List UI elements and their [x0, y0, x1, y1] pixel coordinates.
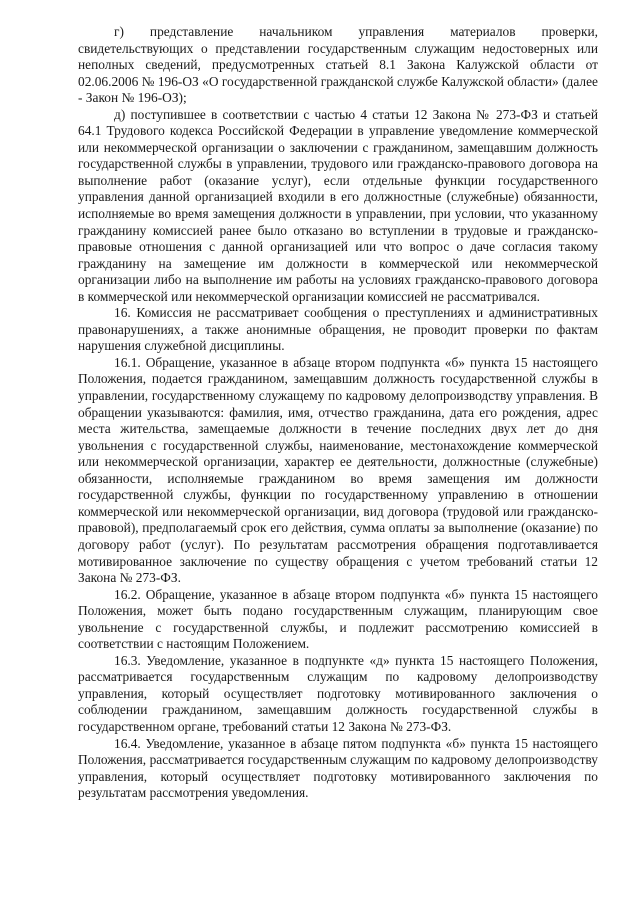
document-body — [78, 24, 598, 802]
paragraph-16-4: 16.4. Уведомление, указанное в абзаце пятом подпункта «б» пункта 15 настоящего Положения, рассматривается государственным служащим по кадровому делопроизводству управления, который осуществляет подготовку мотивированного заключения по результатам рассмотрения уведомления. — [78, 735, 598, 801]
paragraph-item-d: д) поступившее в соответствии с частью 4 статьи 12 Закона № 273-ФЗ и статьей 64.1 Трудового кодекса Российской Федерации в управление уведомление коммерческой или некоммерческой организации о заключении с гражданином, замещавшим должность государственной службы в управлении, трудового или гражданско-правового договора на выполнение работ (оказание услуг), если отдельные функции государственного управления данной организацией входили в его должностные (служебные) обязанности, исполняемые во время замещения должности в управлении, при условии, что указанному гражданину комиссией ранее было отказано во вступлении в трудовые и гражданско-правовые отношения с данной организацией или что вопрос о даче согласия такому гражданину на замещение им должности в коммерческой или некоммерческой организации либо на выполнение им работы на условиях гражданско-правового договора в коммерческой или некоммерческой организации комиссией не рассматривался. — [78, 106, 598, 304]
paragraph-item-g: г) представление начальником управления материалов проверки, свидетельствующих о представлении государственным служащим недостоверных или неполных сведений, предусмотренных статьей 8.1 Закона Калужской области от 02.06.2006 № 196-ОЗ «О государственной гражданской службе Калужской области» (далее - Закон № 196-ОЗ); — [78, 24, 598, 106]
paragraph-16: 16. Комиссия не рассматривает сообщения о преступлениях и административных правонарушениях, а также анонимные обращения, не проводит проверки по фактам нарушения служебной дисциплины. — [78, 305, 598, 354]
paragraph-16-2: 16.2. Обращение, указанное в абзаце втором подпункта «б» пункта 15 настоящего Положения, может быть подано государственным служащим, планирующим свое увольнение с государственной службы, и подлежит рассмотрению комиссией в соответствии с настоящим Положением. — [78, 586, 598, 652]
paragraph-16-3: 16.3. Уведомление, указанное в подпункте «д» пункта 15 настоящего Положения, рассматривается государственным служащим по кадровому делопроизводству управления, который осуществляет подготовку мотивированного заключения о соблюдении гражданином, замещавшим должность государственной службы в государственном органе, требований статьи 12 Закона № 273-ФЗ. — [78, 652, 598, 734]
paragraph-16-1: 16.1. Обращение, указанное в абзаце втором подпункта «б» пункта 15 настоящего Положения, подается гражданином, замещавшим должность государственной службы в управлении, государственному служащему по кадровому делопроизводству управления. В обращении указываются: фамилия, имя, отчество гражданина, дата его рождения, адрес места жительства, замещаемые должности в течение последних двух лет до дня увольнения с государственной службы, наименование, местонахождение коммерческой или некоммерческой организации, характер ее деятельности, должностные (служебные) обязанности, исполняемые гражданином во время замещения им должности государственной службы, функции по государственному управлению в отношении коммерческой или некоммерческой организации, вид договора (трудовой или гражданско-правовой), предполагаемый срок его действия, сумма оплаты за выполнение (оказание) по договору работ (услуг). По результатам рассмотрения обращения подготавливается мотивированное заключение по существу обращения с учетом требований статьи 12 Закона № 273-ФЗ. — [78, 354, 598, 586]
